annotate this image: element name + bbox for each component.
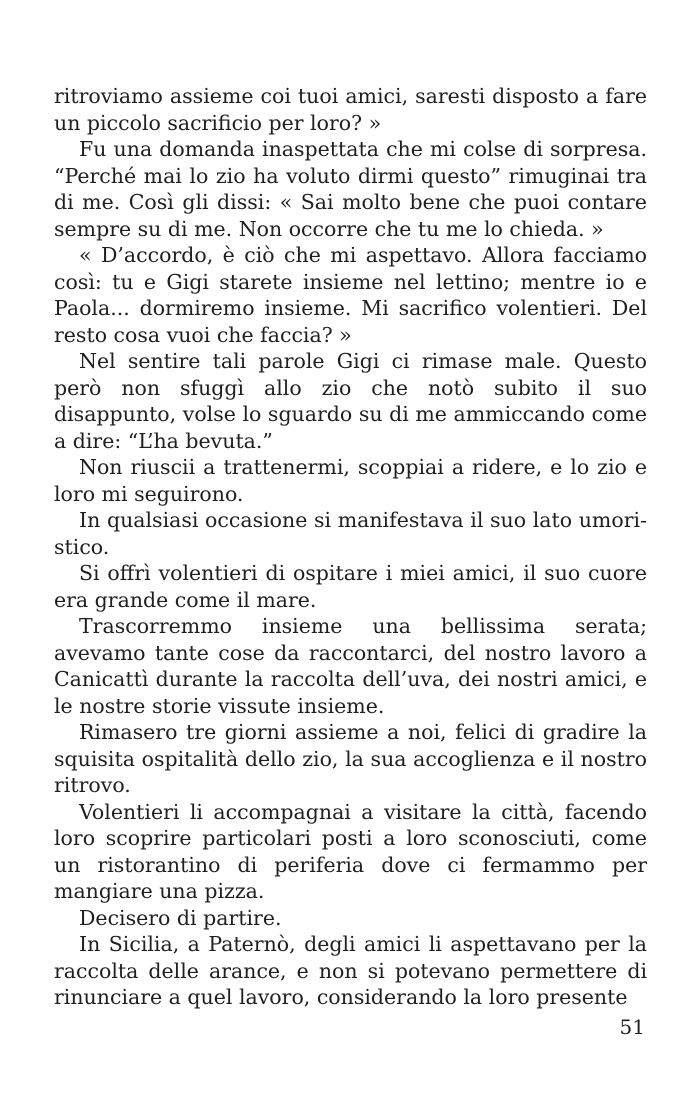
paragraph: Rimasero tre giorni assieme a noi, felici di gradire la squisita ospitalità dello zio, la sua accoglienza e il nostro ritrovo. (54, 720, 647, 797)
paragraph: « D’accordo, è ciò che mi aspettavo. Allora facciamo così: tu e Gigi starete insieme nel lettino; mentre io e Paola... dormiremo insieme. Mi sacrifico volentieri. Del resto cosa vuoi che faccia? » (54, 243, 647, 347)
paragraph: Nel sentire tali parole Gigi ci rimase male. Questo però non sfuggì allo zio che notò subito il suo disappunto, volse lo sguardo su di me ammiccando come a dire: “L’ha bevuta.” (54, 349, 647, 453)
paragraph: Non riuscii a trattenermi, scoppiai a ridere, e lo zio e loro mi seguirono. (54, 455, 647, 506)
body-text (54, 83, 647, 1011)
paragraph: In Sicilia, a Paternò, degli amici li aspettavano per la raccolta delle arance, e non si potevano permettere di rinunciare a quel lavoro, considerando la loro presente (54, 932, 647, 1009)
paragraph: Trascorremmo insieme una bellissima serata; avevamo tante cose da raccontarci, del nostro lavoro a Canicattì durante la raccolta dell’uva, dei nostri amici, e le nostre storie vissute insieme. (54, 614, 647, 718)
paragraph: Volentieri li accompagnai a visitare la città, facendo loro scoprire particolari posti a loro sconosciuti, come un ristorantino di periferia dove ci fermammo per mangiare una pizza. (54, 799, 647, 903)
paragraph: Si offrì volentieri di ospitare i miei amici, il suo cuore era grande come il mare. (54, 561, 647, 612)
paragraph: Decisero di partire. (79, 905, 282, 930)
paragraph: In qualsiasi occasione si manifestava il suo lato umoristico. (54, 508, 647, 559)
paragraph: ritroviamo assieme coi tuoi amici, saresti disposto a fare un piccolo sacrificio per loro? » (54, 84, 647, 135)
paragraph: Fu una domanda inaspettata che mi colse di sorpresa. “Perché mai lo zio ha voluto dirmi questo” rimuginai tra di me. Così gli dissi: « Sai molto bene che puoi contare sempre su di me. Non occorre che tu me lo chieda. » (54, 137, 647, 241)
page-number: 51 (619, 1015, 645, 1039)
